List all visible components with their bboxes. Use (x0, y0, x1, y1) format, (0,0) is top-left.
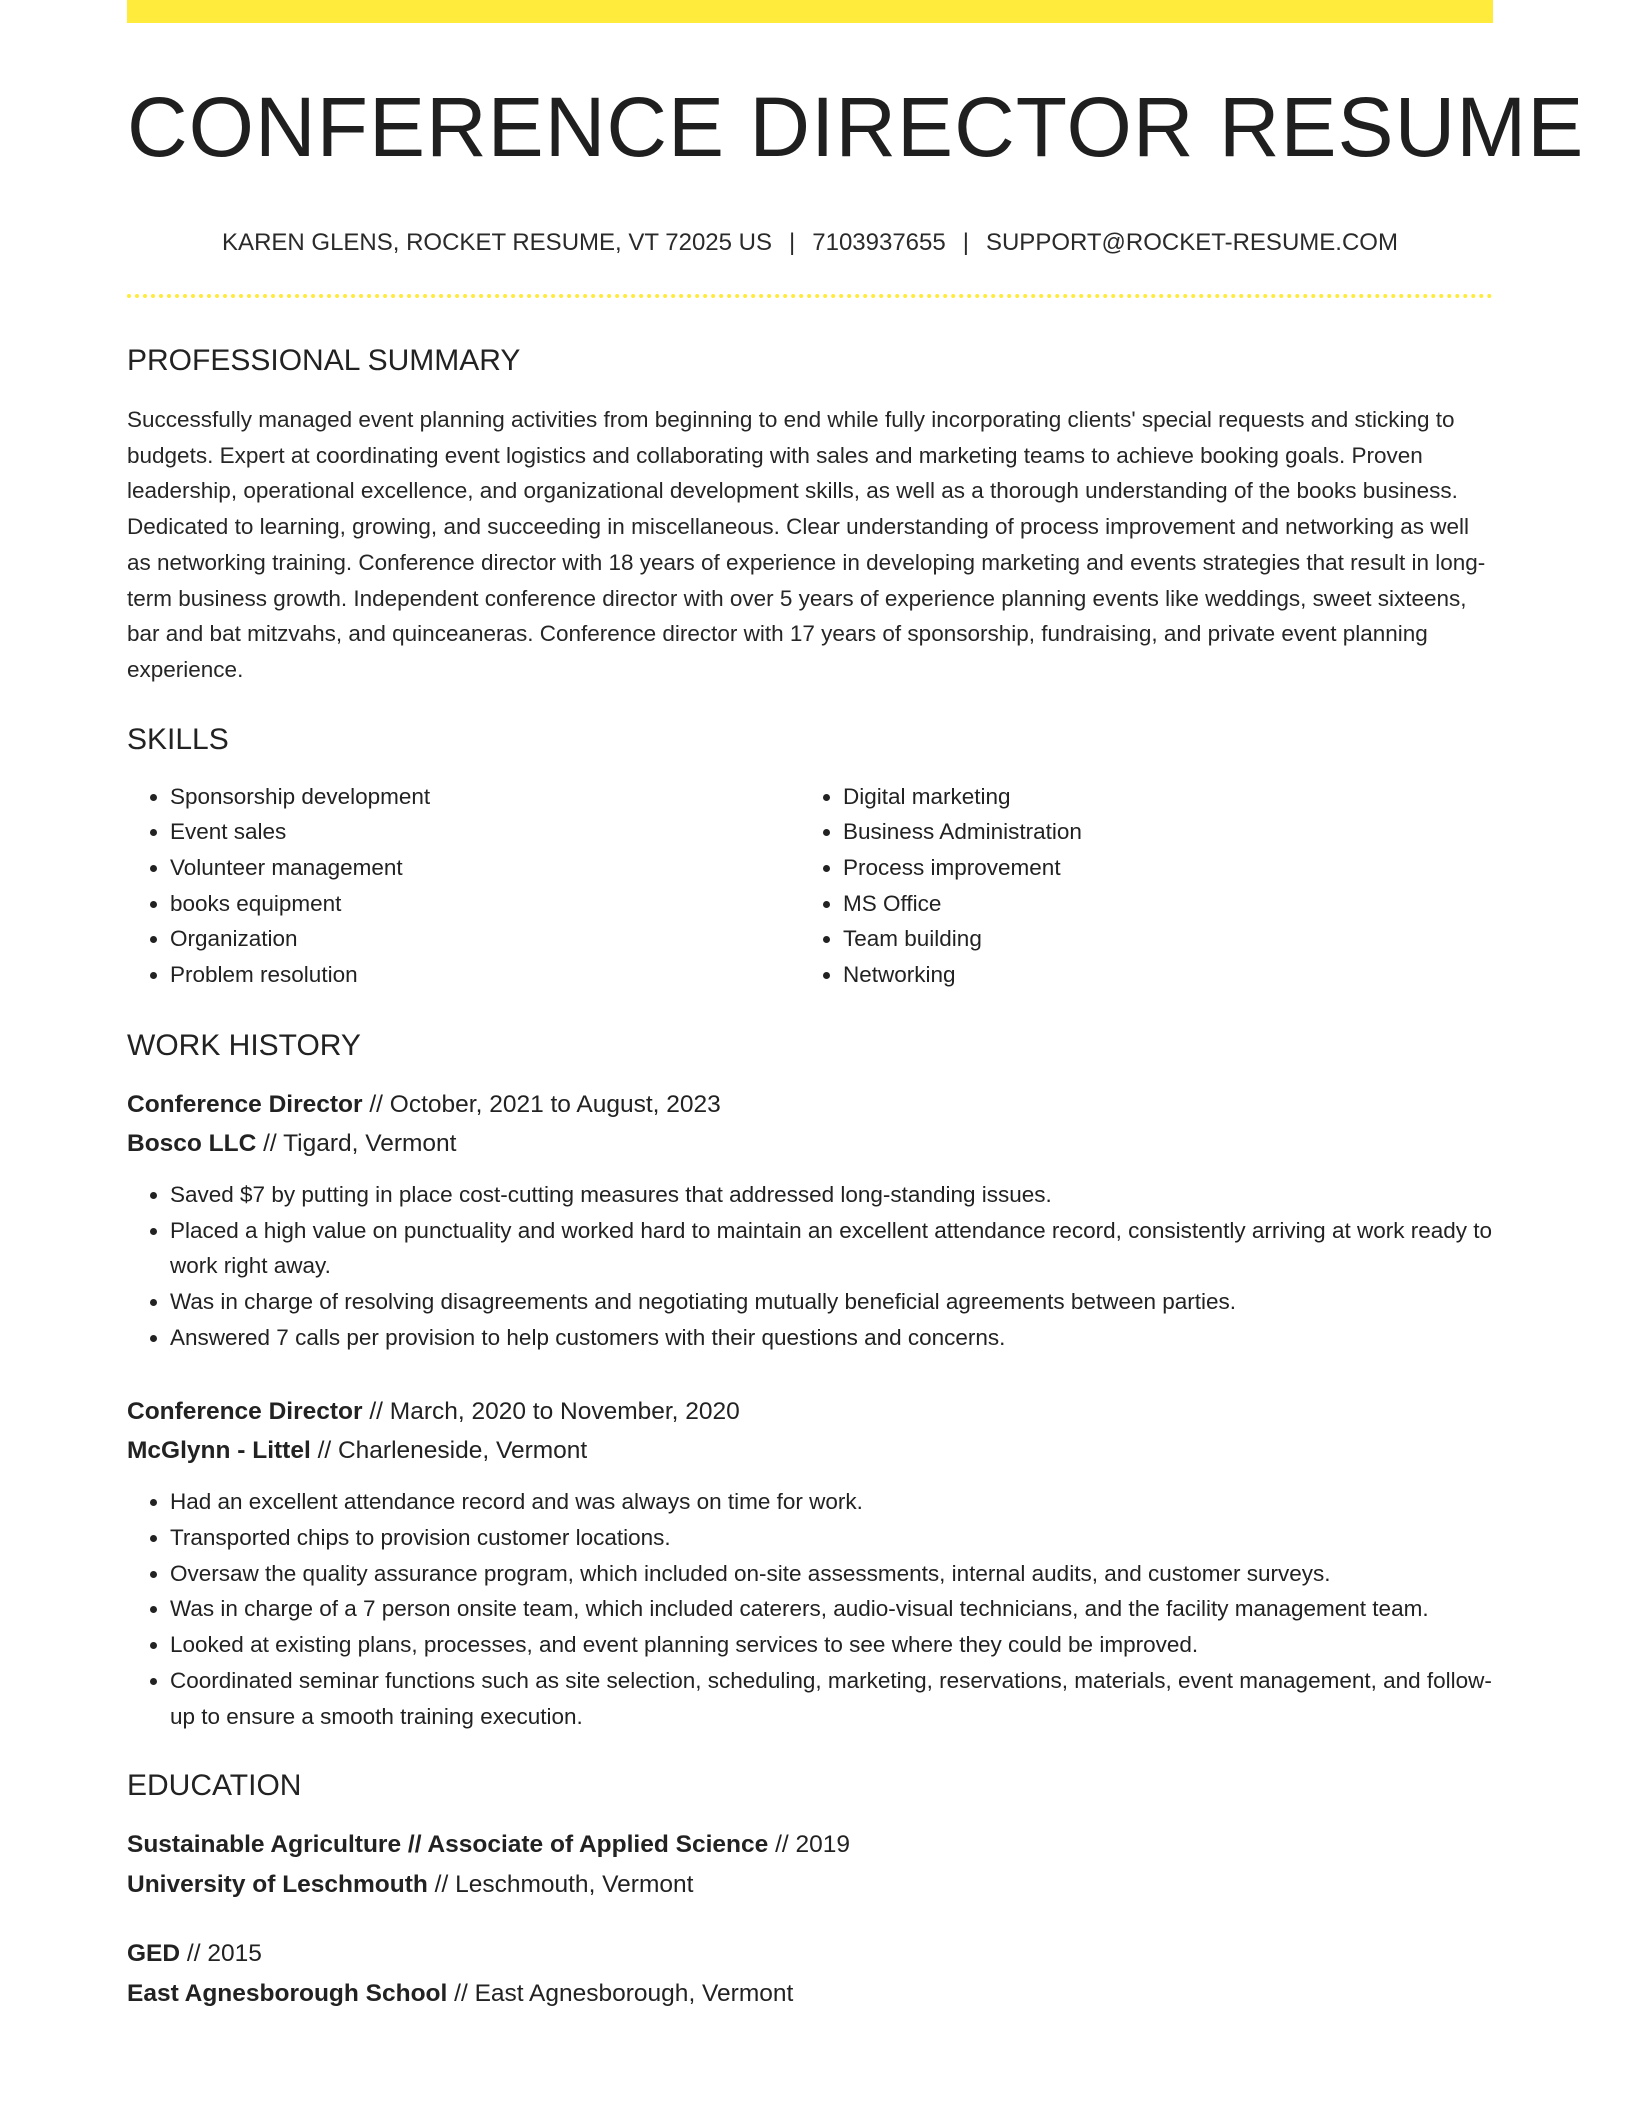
skill-item: • MS Office (843, 886, 1493, 922)
education-heading: EDUCATION (127, 1769, 302, 1803)
job-title-line (127, 1085, 1493, 1124)
education-entry (127, 1825, 1493, 1905)
job-title: Conference Director (127, 1398, 363, 1426)
education-school-line (127, 1974, 1493, 2014)
contact-phone: 7103937655 (812, 229, 946, 256)
skill-item: • Networking (843, 957, 1493, 993)
job-bullet: • Transported chips to provision customer locations. (170, 1520, 1493, 1556)
job-bullet: • Answered 7 calls per provision to help customers with their questions and concerns. (170, 1320, 1493, 1356)
job-bullet: • Was in charge of a 7 person onsite team, which included caterers, audio-visual technicians, and the facility management team. (170, 1591, 1493, 1627)
job-bullet: • Looked at existing plans, processes, and event planning services to see where they could be improved. (170, 1627, 1493, 1663)
skill-item: • Business Administration (843, 814, 1493, 850)
job-title-line (127, 1392, 1493, 1431)
job-location: // Tigard, Vermont (263, 1129, 457, 1157)
skill-item: • books equipment (170, 886, 800, 922)
education-degree-line (127, 1934, 1493, 1974)
skill-item: • Digital marketing (843, 779, 1493, 815)
page-title: CONFERENCE DIRECTOR RESUME (127, 80, 1585, 174)
job-entry (127, 1085, 1493, 1356)
skills-column-right (800, 779, 1493, 993)
job-dates: // March, 2020 to November, 2020 (369, 1398, 740, 1426)
job-bullets (127, 1484, 1493, 1734)
contact-email: SUPPORT@ROCKET-RESUME.COM (985, 229, 1398, 256)
skill-item: • Organization (170, 921, 800, 957)
skill-item: • Event sales (170, 814, 800, 850)
education-location: // East Agnesborough, Vermont (454, 1980, 794, 2008)
education-location: // Leschmouth, Vermont (434, 1871, 694, 1899)
top-accent-bar (127, 0, 1493, 23)
skill-item: • Sponsorship development (170, 779, 800, 815)
skill-item: • Volunteer management (170, 850, 800, 886)
education-year: // 2019 (775, 1831, 850, 1859)
job-company-line (127, 1431, 1493, 1470)
education-year: // 2015 (186, 1940, 262, 1968)
education-entry (127, 1934, 1493, 2014)
skill-item: • Process improvement (843, 850, 1493, 886)
job-bullet: • Was in charge of resolving disagreements and negotiating mutually beneficial agreements between parties. (170, 1284, 1493, 1320)
job-dates: // October, 2021 to August, 2023 (369, 1090, 721, 1118)
education-school: University of Leschmouth (127, 1871, 428, 1899)
skill-item: • Problem resolution (170, 957, 800, 993)
education-degree: Sustainable Agriculture // Associate of Applied Science (127, 1831, 769, 1859)
contact-separator: | (789, 229, 796, 256)
resume-page (127, 0, 1585, 2014)
contact-separator: | (962, 229, 969, 256)
summary-text: Successfully managed event planning activities from beginning to end while fully incorporating clients' special requests and sticking to budgets. Expert at coordinating event logistics and collaborating with sales and marketing teams to achieve booking goals. Proven leadership, operational excellence, and organizational development skills, as well as a thorough understanding of the books business. Dedicated to learning, growing, and succeeding in miscellaneous. Clear understanding of process improvement and networking as well as networking training. Conference director with 18 years of experience in developing marketing and events strategies that result in long-term business growth. Independent conference director with over 5 years of experience planning events like weddings, sweet sixteens, bar and bat mitzvahs, and quinceaneras. Conference director with 17 years of sponsorship, fundraising, and private event planning experience. (127, 407, 1486, 682)
dotted-divider (127, 294, 1493, 298)
job-company-line (127, 1124, 1493, 1163)
job-company: Bosco LLC (127, 1129, 257, 1157)
skills-column-left (127, 779, 800, 993)
education-degree-line (127, 1825, 1493, 1865)
skill-item: • Team building (843, 921, 1493, 957)
contact-address: KAREN GLENS, ROCKET RESUME, VT 72025 US (222, 229, 773, 256)
job-bullet: • Had an excellent attendance record and was always on time for work. (170, 1484, 1493, 1520)
skills-heading: SKILLS (127, 722, 229, 756)
job-bullet: • Placed a high value on punctuality and worked hard to maintain an excellent attendance record, consistently arriving at work ready to work right away. (170, 1213, 1493, 1284)
job-title: Conference Director (127, 1090, 363, 1118)
job-company: McGlynn - Littel (127, 1437, 311, 1465)
job-location: // Charleneside, Vermont (317, 1437, 588, 1465)
education-school-line (127, 1865, 1493, 1905)
summary-heading: PROFESSIONAL SUMMARY (127, 344, 521, 377)
education-degree: GED (127, 1940, 181, 1968)
work-history-heading: WORK HISTORY (127, 1028, 361, 1062)
education-school: East Agnesborough School (127, 1980, 448, 2008)
job-entry (127, 1392, 1493, 1734)
job-bullet: • Coordinated seminar functions such as site selection, scheduling, marketing, reservations, materials, event management, and follow-up to ensure a smooth training execution. (170, 1663, 1493, 1734)
skills-list (127, 779, 1493, 993)
contact-line (127, 231, 1493, 255)
job-bullet: • Oversaw the quality assurance program, which included on-site assessments, internal audits, and customer surveys. (170, 1556, 1493, 1592)
job-bullets (127, 1177, 1493, 1356)
job-bullet: • Saved $7 by putting in place cost-cutting measures that addressed long-standing issues. (170, 1177, 1493, 1213)
